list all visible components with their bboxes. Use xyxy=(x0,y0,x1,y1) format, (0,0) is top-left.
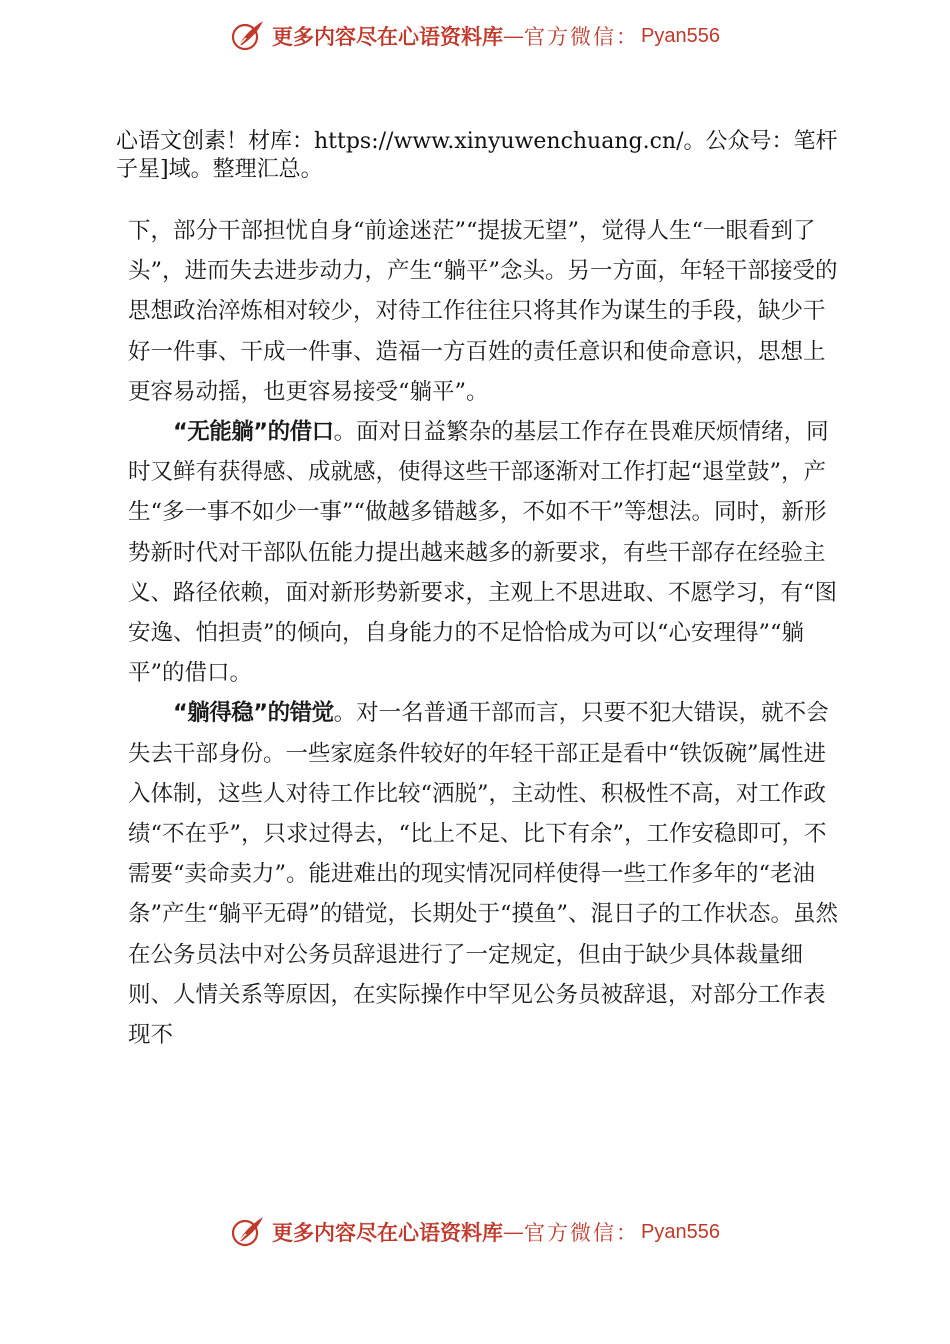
paragraph-heading: “无能躺”的借口 xyxy=(173,419,334,446)
banner-dash: — xyxy=(503,24,525,48)
banner-wechat-handle: Pyan556 xyxy=(641,24,720,47)
quill-logo-icon xyxy=(230,18,266,54)
banner-dash: — xyxy=(503,1220,525,1244)
paragraph-continuation xyxy=(128,211,846,412)
banner-brand-text: 更多内容尽在心语资料库 xyxy=(272,1220,504,1245)
document-body xyxy=(128,211,846,1055)
paragraph-illusion xyxy=(128,693,846,1055)
banner-brand-text: 更多内容尽在心语资料库 xyxy=(272,24,504,49)
banner-wechat-handle: Pyan556 xyxy=(641,1220,720,1243)
paragraph-text: 。对一名普通干部而言，只要不犯大错误，就不会失去干部身份。一些家庭条件较好的年轻干部正是看中“铁饭碗”属性进入体制，这些人对待工作比较“洒脱”，主动性、积极性不高，对工作政绩“不在乎”，只求过得去，“比上不足、比下有余”，工作安稳即可，不需要“卖命卖力”。能进难出的现实情况同样使得一些工作多年的“老油条”产生“躺平无碍”的错觉，长期处于“摸鱼”、混日子的工作状态。虽然在公务员法中对公务员辞退进行了一定规定，但由于缺少具体裁量细则、人情关系等原因，在实际操作中罕见公务员被辞退，对部分工作表现不 xyxy=(128,700,839,1049)
paragraph-text: 。面对日益繁杂的基层工作存在畏难厌烦情绪，同时又鲜有获得感、成就感，使得这些干部逐渐对工作打起“退堂鼓”，产生“多一事不如少一事”“做越多错越多，不如不干”等想法。同时，新形势新时代对干部队伍能力提出越来越多的新要求，有些干部存在经验主义、路径依赖，面对新形势新要求，主观上不思进取、不愿学习，有“图安逸、怕担责”的倾向，自身能力的不足恰恰成为可以“心安理得”“躺平”的借口。 xyxy=(128,419,838,687)
paragraph-text: 下，部分干部担忧自身“前途迷茫”“提拔无望”，觉得人生“一眼看到了头”，进而失去进步动力，产生“躺平”念头。另一方面，年轻干部接受的思想政治淬炼相对较少，对待工作往往只将其作为谋生的手段，缺少干好一件事、干成一件事、造福一方百姓的责任意识和使命意识，思想上更容易动摇，也更容易接受“躺平”。 xyxy=(128,218,838,405)
quill-logo-icon xyxy=(230,1214,266,1250)
banner-official-label: 官方微信： xyxy=(524,25,640,49)
header-watermark-banner xyxy=(0,14,950,58)
footer-watermark-banner xyxy=(0,1210,950,1254)
paragraph-heading: “躺得稳”的错觉 xyxy=(173,700,334,727)
paragraph-excuse xyxy=(128,412,846,693)
banner-official-label: 官方微信： xyxy=(524,1221,640,1245)
source-note: 心语文创素！材库：https://www.xinyuwenchuang.cn/。公众号：笔杆子星]域。整理汇总。 xyxy=(116,129,838,182)
